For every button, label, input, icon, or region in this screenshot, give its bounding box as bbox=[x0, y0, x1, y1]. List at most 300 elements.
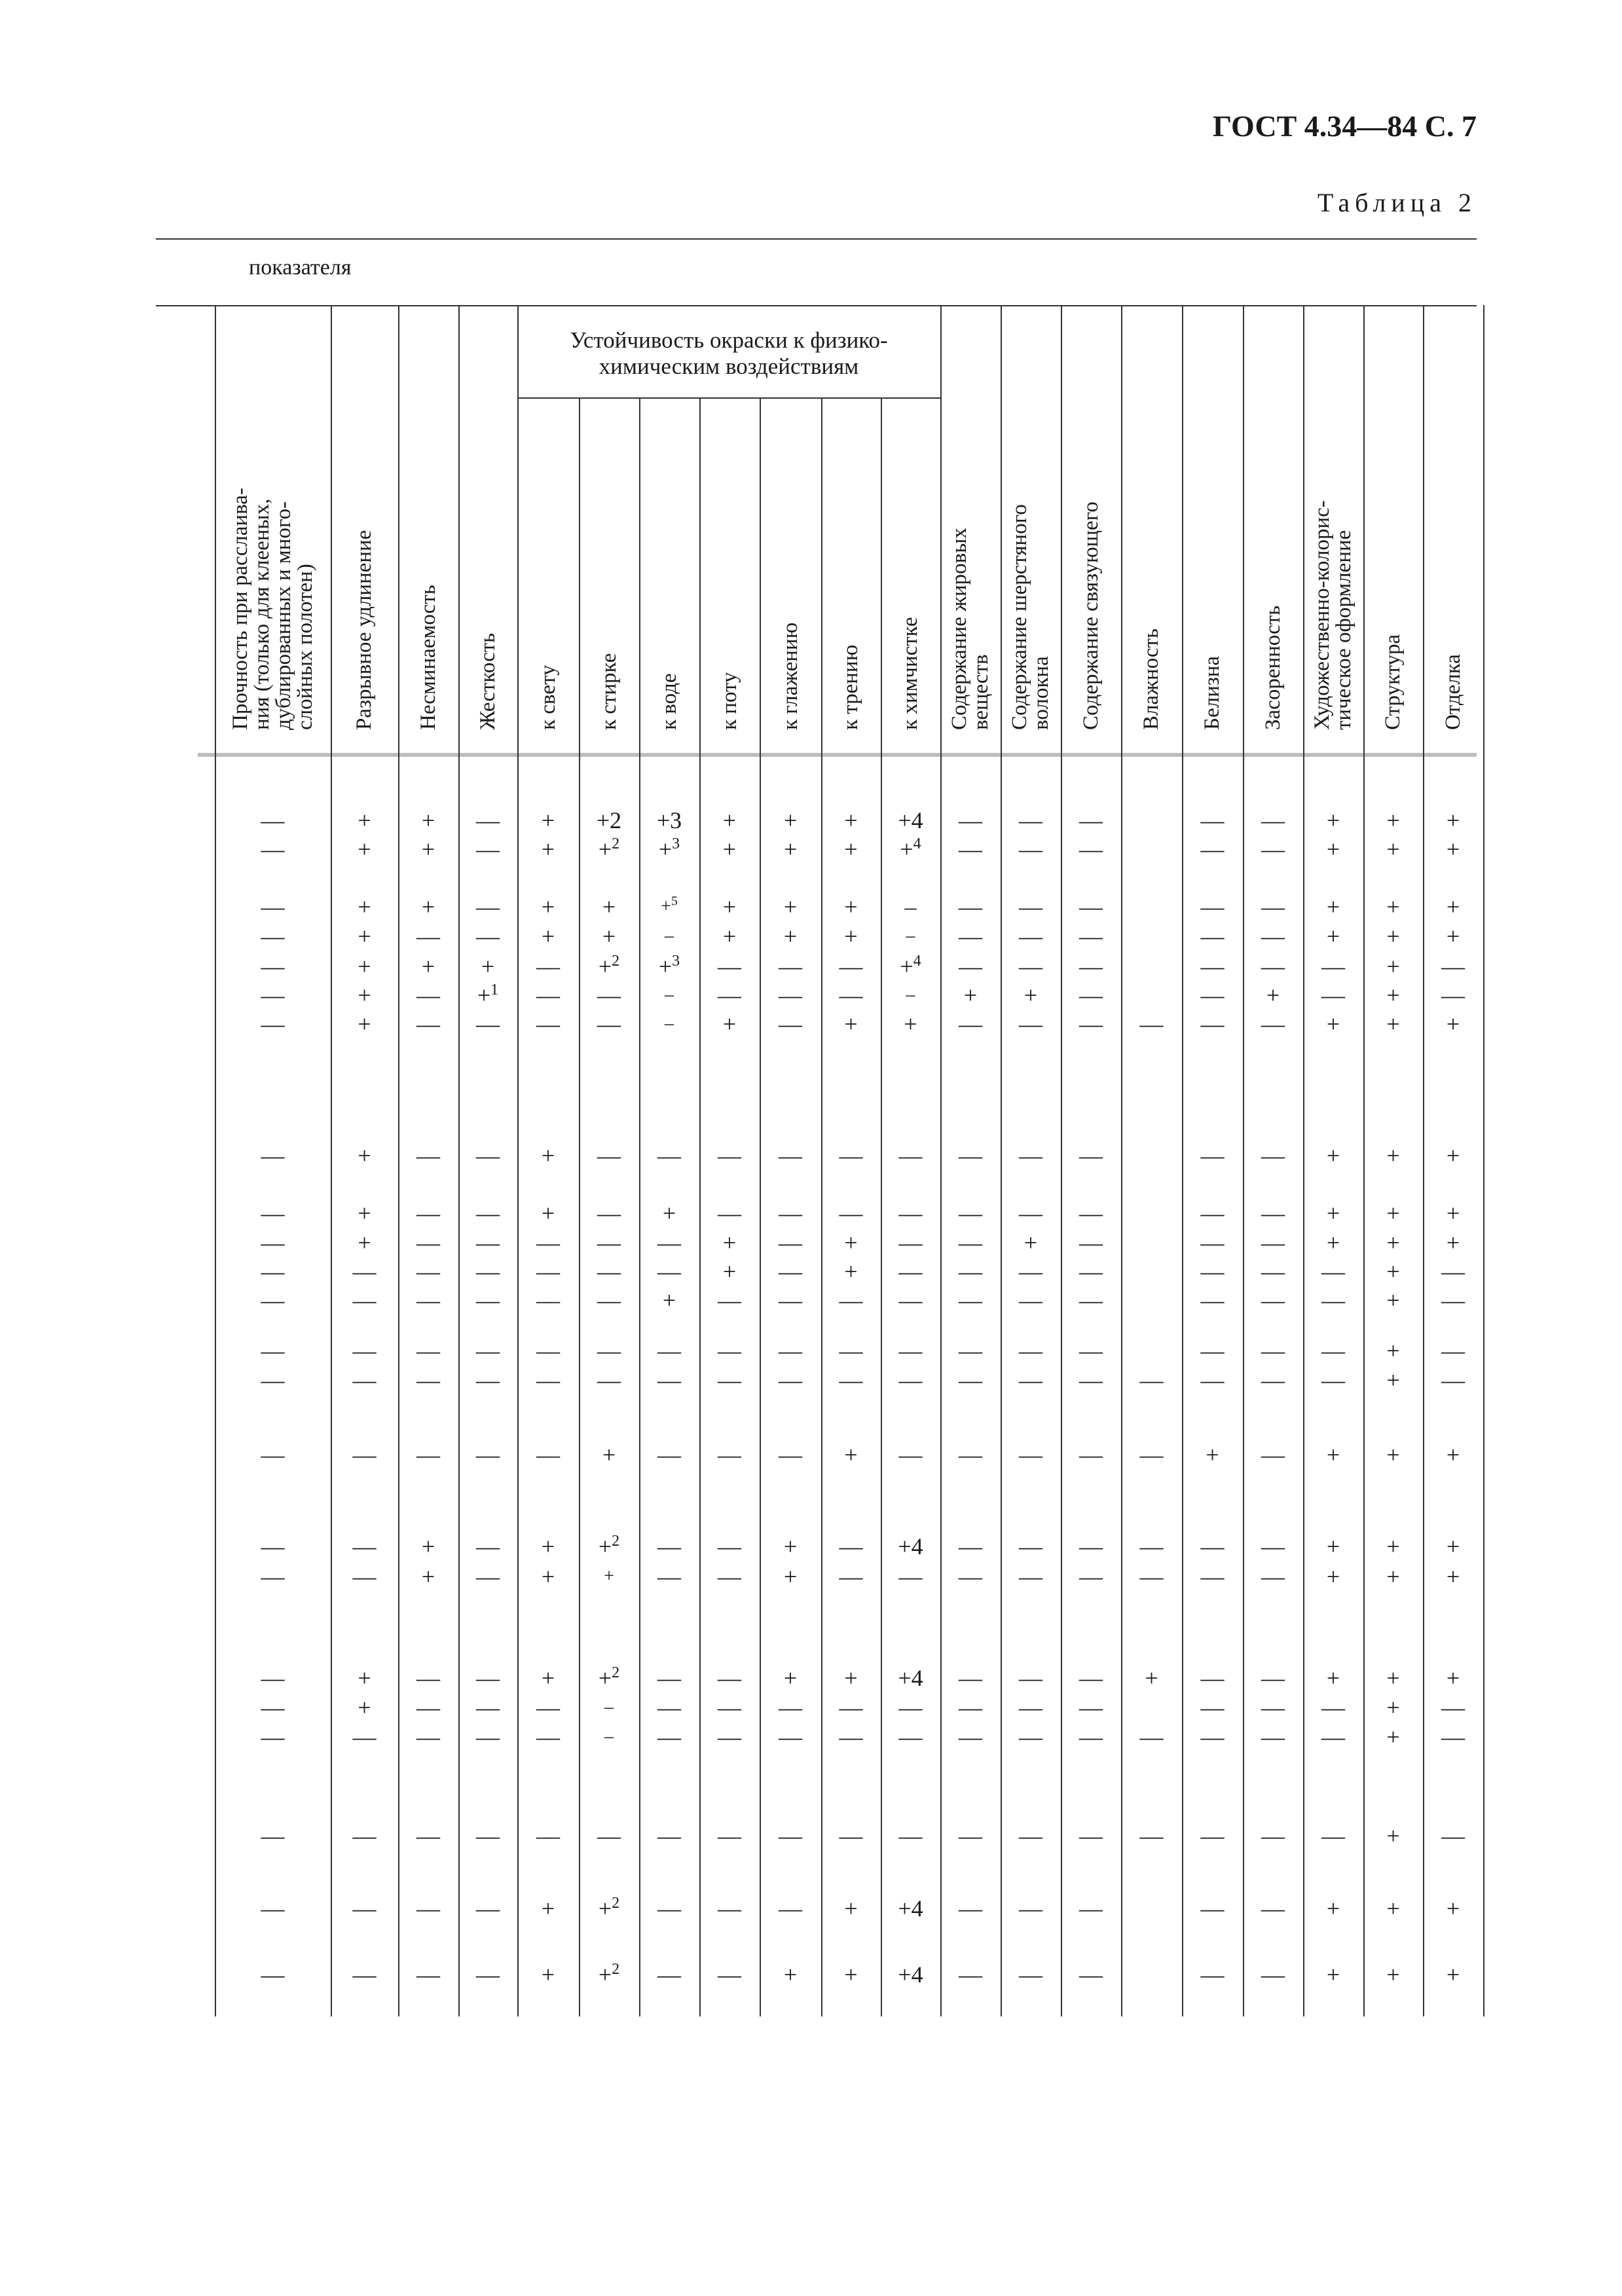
column-divider bbox=[1423, 305, 1424, 2016]
table-cell: — bbox=[597, 1338, 621, 1364]
column-header bbox=[840, 645, 862, 730]
table-cell: — bbox=[718, 1563, 741, 1590]
column-divider bbox=[639, 397, 640, 2016]
table-cell: — bbox=[476, 1961, 500, 1988]
table-cell: — bbox=[839, 1200, 863, 1226]
table-cell: — bbox=[1200, 1142, 1225, 1169]
table-cell: — bbox=[261, 1961, 285, 1988]
table-cell: — bbox=[1200, 923, 1225, 949]
table-cell: + bbox=[602, 894, 616, 920]
footnote-mark: 4 bbox=[913, 835, 921, 852]
table-cell: — bbox=[1200, 1230, 1225, 1256]
table-cell: — bbox=[476, 1200, 500, 1226]
table-cell: — bbox=[476, 1724, 500, 1750]
table-cell: + bbox=[1326, 1011, 1340, 1037]
table-cell: — bbox=[839, 1563, 863, 1590]
table-cell: — bbox=[476, 1563, 500, 1590]
table-cell: + bbox=[1326, 1442, 1340, 1468]
table-cell: — bbox=[1261, 1823, 1285, 1849]
table-cell: + bbox=[1326, 1563, 1340, 1590]
table-cell: — bbox=[1261, 1287, 1285, 1313]
table-cell: — bbox=[1321, 1724, 1345, 1750]
table-cell: — bbox=[1079, 1533, 1103, 1559]
column-header-line: к воде bbox=[657, 673, 681, 730]
table-cell: + bbox=[602, 923, 616, 949]
table-cell: — bbox=[839, 1694, 863, 1721]
table-cell: — bbox=[352, 1961, 377, 1988]
table-cell: + bbox=[358, 1200, 371, 1226]
table-cell: — bbox=[536, 1724, 560, 1750]
table-cell: + bbox=[963, 982, 978, 1008]
column-header-line: слойных полотен) bbox=[293, 564, 317, 730]
table-cell: — bbox=[536, 1287, 560, 1313]
table-cell: + bbox=[783, 1563, 798, 1590]
table-cell: — bbox=[898, 1442, 923, 1468]
table-cell: — bbox=[1261, 1230, 1285, 1256]
table-cell: — bbox=[261, 1011, 285, 1037]
table-cell: — bbox=[898, 1724, 923, 1750]
table-cell: — bbox=[779, 1442, 802, 1468]
table-cell: — bbox=[839, 1724, 863, 1750]
table-cell: — bbox=[1079, 923, 1103, 949]
column-header-line: Содержание жировых bbox=[948, 528, 971, 730]
table-cell: — bbox=[959, 1230, 982, 1256]
table-cell: — bbox=[416, 1287, 440, 1313]
table-cell: — bbox=[261, 1895, 285, 1922]
table-cell: — bbox=[476, 1230, 500, 1256]
table-cell: — bbox=[261, 1287, 285, 1313]
table-cell: — bbox=[779, 1823, 802, 1849]
footnote-mark: 1 bbox=[490, 981, 499, 998]
table-cell: + bbox=[844, 894, 858, 920]
table-cell: + bbox=[1446, 1563, 1460, 1590]
table-cell: + bbox=[1326, 1895, 1340, 1922]
table-cell: — bbox=[657, 1724, 681, 1750]
table-cell: — bbox=[416, 1724, 440, 1750]
table-cell: + bbox=[783, 1961, 798, 1988]
table-cell: — bbox=[1200, 982, 1225, 1008]
column-header bbox=[900, 617, 921, 730]
table-cell: — bbox=[536, 1258, 560, 1285]
table-cell: + bbox=[358, 982, 371, 1008]
table-cell: + bbox=[844, 1258, 858, 1285]
table-cell: + bbox=[1386, 1694, 1400, 1721]
table-cell: + bbox=[421, 953, 435, 979]
table-cell: — bbox=[416, 1338, 440, 1364]
table-cell: — bbox=[1200, 807, 1225, 833]
table-cell: — bbox=[261, 1823, 285, 1849]
table-cell: — bbox=[1019, 1533, 1042, 1559]
table-cell: — bbox=[779, 1258, 802, 1285]
header-bottom-rule bbox=[198, 753, 1477, 757]
table-cell: + bbox=[421, 807, 435, 833]
column-header bbox=[599, 653, 620, 730]
column-divider bbox=[517, 305, 519, 2016]
table-cell: — bbox=[1019, 1895, 1042, 1922]
table-cell: +$^4$ bbox=[900, 835, 921, 862]
table-cell: — bbox=[1019, 1287, 1042, 1313]
table-cell: + bbox=[1326, 807, 1340, 833]
table-cell: + bbox=[1386, 894, 1400, 920]
table-cell: — bbox=[657, 1563, 681, 1590]
table-cell: — bbox=[476, 1665, 500, 1691]
table-cell: — bbox=[597, 1011, 621, 1037]
table-cell: + bbox=[844, 836, 858, 862]
table-cell: — bbox=[839, 982, 863, 1008]
table-cell: — bbox=[779, 982, 802, 1008]
table-cell: — bbox=[1441, 1823, 1465, 1849]
table-cell: +$^4$ bbox=[900, 953, 921, 979]
footnote-mark: 3 bbox=[672, 953, 680, 970]
column-divider bbox=[699, 397, 701, 2016]
table-cell: + bbox=[358, 1230, 371, 1256]
table-cell: + bbox=[1023, 1230, 1038, 1256]
table-cell: + bbox=[1386, 982, 1400, 1008]
table-cell: + bbox=[722, 1011, 737, 1037]
table-cell: — bbox=[597, 1230, 621, 1256]
table-cell: + bbox=[1446, 1895, 1460, 1922]
column-header-line: Жесткость bbox=[475, 632, 500, 730]
table-cell: — bbox=[597, 1823, 621, 1849]
table-cell: + bbox=[844, 1665, 858, 1691]
table-cell: — bbox=[898, 1367, 923, 1393]
table-cell: — bbox=[1261, 1665, 1285, 1691]
table-cell: — bbox=[1261, 836, 1285, 862]
table-cell: — bbox=[1079, 807, 1103, 833]
table-cell: — bbox=[1200, 1563, 1225, 1590]
column-header-line: Отделка bbox=[1441, 654, 1465, 730]
table-cell: — bbox=[1261, 807, 1285, 833]
table-cell: — bbox=[1079, 1367, 1103, 1393]
table-cell: — bbox=[718, 1338, 741, 1364]
table-cell: + bbox=[904, 1011, 917, 1037]
footnote-mark: 2 bbox=[612, 953, 620, 970]
table-cell: — bbox=[261, 1258, 285, 1285]
table-cell: + bbox=[1446, 1961, 1460, 1988]
table-cell: — bbox=[657, 1533, 681, 1559]
table-cell: — bbox=[1079, 894, 1103, 920]
table-cell: — bbox=[416, 1258, 440, 1285]
table-cell: — bbox=[839, 1142, 863, 1169]
table-cell: — bbox=[1441, 1258, 1465, 1285]
table-cell: — bbox=[597, 1142, 621, 1169]
table-cell: — bbox=[1019, 923, 1042, 949]
table-cell: — bbox=[261, 1563, 285, 1590]
table-cell: + bbox=[1446, 1442, 1460, 1468]
table-cell: — bbox=[476, 1533, 500, 1559]
table-cell: — bbox=[416, 923, 440, 949]
table-cell: + bbox=[358, 836, 371, 862]
table-cell: — bbox=[476, 1823, 500, 1849]
table-cell: — bbox=[261, 1724, 285, 1750]
table-cell: + bbox=[358, 894, 371, 920]
table-cell: + bbox=[1386, 1367, 1400, 1393]
table-cell: – bbox=[665, 1013, 674, 1034]
table-cell: + bbox=[783, 894, 798, 920]
table-cell: + bbox=[1386, 953, 1400, 979]
table-cell: — bbox=[352, 1287, 377, 1313]
table-cell: + bbox=[722, 923, 737, 949]
column-divider bbox=[458, 305, 460, 2016]
table-cell: + bbox=[358, 1694, 371, 1721]
table-cell: +$^2$ bbox=[598, 953, 620, 979]
table-cell: + bbox=[1446, 1200, 1460, 1226]
table-cell: — bbox=[1200, 1694, 1225, 1721]
column-divider bbox=[1243, 305, 1244, 2016]
color-fastness-group-header: Устойчивость окраски к физико-химическим воздействиям bbox=[570, 327, 888, 379]
table-cell: + bbox=[1023, 982, 1038, 1008]
table-cell: — bbox=[1019, 1367, 1042, 1393]
column-divider bbox=[821, 397, 822, 2016]
column-divider bbox=[579, 397, 580, 2016]
table-cell: — bbox=[898, 1230, 923, 1256]
table-cell: — bbox=[959, 1258, 982, 1285]
column-header bbox=[719, 672, 741, 731]
table-cell: +$^5$ bbox=[661, 894, 678, 917]
table-cell: + bbox=[1145, 1665, 1158, 1691]
table-cell: — bbox=[959, 1563, 982, 1590]
table-cell: — bbox=[718, 1287, 741, 1313]
table-cell: — bbox=[839, 1367, 863, 1393]
table-cell: — bbox=[657, 1142, 681, 1169]
table-cell: + bbox=[1266, 982, 1280, 1008]
table-cell: — bbox=[536, 1442, 560, 1468]
table-cell: — bbox=[898, 1287, 923, 1313]
table-cell: — bbox=[1261, 1200, 1285, 1226]
table-cell: +4 bbox=[898, 1665, 923, 1691]
table-cell: — bbox=[898, 1338, 923, 1364]
table-cell: +$^3$ bbox=[658, 953, 680, 979]
table-cell: — bbox=[476, 1694, 500, 1721]
table-cell: — bbox=[416, 1895, 440, 1922]
column-divider bbox=[215, 305, 216, 2016]
table-cell: + bbox=[421, 1563, 435, 1590]
table-cell: — bbox=[1200, 1533, 1225, 1559]
footnote-mark: 2 bbox=[612, 1533, 620, 1550]
table-cell: — bbox=[1261, 1142, 1285, 1169]
column-header-line: Художественно-колорис- bbox=[1310, 500, 1334, 730]
table-cell: — bbox=[657, 1367, 681, 1393]
table-cell: — bbox=[779, 1230, 802, 1256]
table-cell: + bbox=[1386, 1011, 1400, 1037]
table-cell: — bbox=[959, 1961, 982, 1988]
table-cell: — bbox=[476, 1258, 500, 1285]
table-cell: +3 bbox=[656, 807, 682, 833]
column-header-line: к поту bbox=[717, 672, 741, 730]
column-header-line: к глажению bbox=[778, 622, 802, 730]
table-cell: — bbox=[1441, 953, 1465, 979]
table-cell: — bbox=[718, 953, 741, 979]
table-cell: + bbox=[541, 1895, 555, 1922]
column-header bbox=[418, 585, 439, 730]
column-header-line: Влажность bbox=[1139, 628, 1163, 730]
table-cell: — bbox=[1441, 1287, 1465, 1313]
column-header-line: дублированных и много- bbox=[271, 501, 295, 730]
column-divider bbox=[760, 397, 761, 2016]
table-cell: — bbox=[1079, 1142, 1103, 1169]
table-cell: — bbox=[1200, 1011, 1225, 1037]
table-cell: + bbox=[541, 1200, 555, 1226]
column-header bbox=[780, 623, 802, 730]
table-cell: – bbox=[665, 926, 674, 946]
table-cell: — bbox=[1019, 1258, 1042, 1285]
table-cell: — bbox=[1261, 1694, 1285, 1721]
table-cell: — bbox=[959, 953, 982, 979]
table-cell: — bbox=[1019, 953, 1042, 979]
table-cell: — bbox=[261, 953, 285, 979]
table-cell: + bbox=[1386, 1287, 1400, 1313]
table-cell: — bbox=[476, 836, 500, 862]
footnote-mark: 2 bbox=[612, 835, 620, 852]
table-cell: + bbox=[541, 923, 555, 949]
column-header bbox=[1312, 500, 1355, 730]
table-cell: — bbox=[476, 1338, 500, 1364]
column-divider bbox=[1363, 305, 1365, 2016]
table-cell: — bbox=[1261, 1961, 1285, 1988]
table-cell: — bbox=[476, 1442, 500, 1468]
table-cell: — bbox=[959, 1533, 982, 1559]
table-cell: + bbox=[783, 923, 798, 949]
group-rule bbox=[517, 397, 940, 399]
table-cell: — bbox=[476, 894, 500, 920]
table-cell: — bbox=[416, 1961, 440, 1988]
column-header bbox=[1443, 654, 1464, 730]
column-header bbox=[1202, 656, 1223, 730]
table-cell: — bbox=[416, 1694, 440, 1721]
document-header: ГОСТ 4.34—84 С. 7 bbox=[1212, 109, 1477, 143]
table-cell: — bbox=[657, 1442, 681, 1468]
table-cell: + bbox=[1386, 807, 1400, 833]
table-cell: — bbox=[1019, 807, 1042, 833]
table-cell: + bbox=[1386, 1961, 1400, 1988]
table-cell: + bbox=[1386, 1258, 1400, 1285]
table-cell: — bbox=[1139, 1823, 1164, 1849]
table-cell: — bbox=[959, 1142, 982, 1169]
column-header-line: Прочность при расслаива- bbox=[228, 488, 252, 730]
table-cell: — bbox=[1079, 1287, 1103, 1313]
table-cell: — bbox=[779, 1694, 802, 1721]
table-cell: – bbox=[665, 985, 674, 1005]
table-cell: — bbox=[959, 923, 982, 949]
table-cell: — bbox=[1019, 1961, 1042, 1988]
table-cell: — bbox=[779, 1338, 802, 1364]
column-header-line: Структура bbox=[1381, 634, 1405, 730]
table-cell: — bbox=[959, 1694, 982, 1721]
table-cell: — bbox=[779, 1287, 802, 1313]
table-cell: — bbox=[416, 1230, 440, 1256]
table-cell: — bbox=[536, 1338, 560, 1364]
table-cell: + bbox=[358, 923, 371, 949]
table-cell: + bbox=[481, 953, 495, 979]
table-cell: — bbox=[839, 1533, 863, 1559]
table-cell: — bbox=[1261, 953, 1285, 979]
table-cell: — bbox=[1079, 1563, 1103, 1590]
table-cell: + bbox=[1386, 923, 1400, 949]
table-cell: — bbox=[1019, 1338, 1042, 1364]
table-cell: + bbox=[1446, 894, 1460, 920]
column-header-line: Содержание шерстяного bbox=[1008, 504, 1031, 730]
table-cell: + bbox=[783, 807, 798, 833]
table-cell: — bbox=[416, 1011, 440, 1037]
table-cell: — bbox=[657, 1961, 681, 1988]
table-cell: + bbox=[358, 807, 371, 833]
table-cell: — bbox=[261, 836, 285, 862]
column-header bbox=[230, 488, 316, 730]
table-cell: — bbox=[1200, 1338, 1225, 1364]
table-cell: — bbox=[1200, 836, 1225, 862]
table-cell: — bbox=[476, 1367, 500, 1393]
table-cell: +4 bbox=[898, 1533, 923, 1559]
table-cell: — bbox=[898, 1258, 923, 1285]
column-header-line: к химчистке bbox=[898, 617, 922, 730]
table-cell: + bbox=[844, 923, 858, 949]
table-cell: + bbox=[541, 1563, 555, 1590]
column-header-line: к свету bbox=[536, 665, 560, 730]
table-cell: — bbox=[1321, 1287, 1345, 1313]
table-cell: — bbox=[959, 1724, 982, 1750]
table-cell: + bbox=[604, 1566, 614, 1586]
table-cell: — bbox=[1079, 1895, 1103, 1922]
table-cell: — bbox=[657, 1665, 681, 1691]
table-cell: — bbox=[959, 1011, 982, 1037]
table-cell: — bbox=[1079, 953, 1103, 979]
table-cell: + bbox=[722, 836, 737, 862]
table-cell: — bbox=[1441, 1367, 1465, 1393]
table-cell: — bbox=[416, 1823, 440, 1849]
table-cell: — bbox=[779, 1367, 802, 1393]
table-cell: — bbox=[718, 1367, 741, 1393]
table-cell: — bbox=[1261, 1895, 1285, 1922]
table-cell: — bbox=[657, 1694, 681, 1721]
table-cell: — bbox=[959, 1338, 982, 1364]
table-cell: — bbox=[959, 1895, 982, 1922]
table-cell: +4 bbox=[898, 1895, 923, 1922]
table-cell: — bbox=[718, 1200, 741, 1226]
table-cell: +2 bbox=[596, 807, 622, 833]
table-cell: — bbox=[1200, 1665, 1225, 1691]
column-header-line: Несминаемость bbox=[416, 585, 440, 730]
column-header bbox=[354, 530, 375, 730]
column-header bbox=[659, 673, 680, 730]
table-cell: + bbox=[358, 1011, 371, 1037]
table-cell: — bbox=[1200, 1724, 1225, 1750]
table-cell: — bbox=[779, 1011, 802, 1037]
table-cell: – bbox=[604, 1697, 614, 1717]
table-cell: — bbox=[1019, 1200, 1042, 1226]
table-cell: — bbox=[416, 982, 440, 1008]
table-cell: — bbox=[898, 1200, 923, 1226]
table-cell: — bbox=[597, 1287, 621, 1313]
table-cell: — bbox=[959, 1287, 982, 1313]
table-cell: — bbox=[839, 1338, 863, 1364]
column-header-line: ния (только для клееных, bbox=[249, 498, 274, 730]
table-cell: — bbox=[1321, 1258, 1345, 1285]
table-cell: — bbox=[779, 1895, 802, 1922]
table-cell: — bbox=[261, 1367, 285, 1393]
footnote-mark: 4 bbox=[913, 953, 921, 970]
table-cell: — bbox=[959, 836, 982, 862]
table-cell: — bbox=[1019, 1011, 1042, 1037]
column-header-line: к стирке bbox=[597, 653, 621, 730]
table-cell: + bbox=[421, 836, 435, 862]
table-cell: — bbox=[1200, 1367, 1225, 1393]
column-header bbox=[1141, 629, 1162, 730]
table-cell: — bbox=[261, 894, 285, 920]
table-cell: — bbox=[1441, 1694, 1465, 1721]
column-header bbox=[538, 665, 559, 730]
table-cell: + bbox=[541, 1665, 555, 1691]
table-cell: — bbox=[1079, 1258, 1103, 1285]
